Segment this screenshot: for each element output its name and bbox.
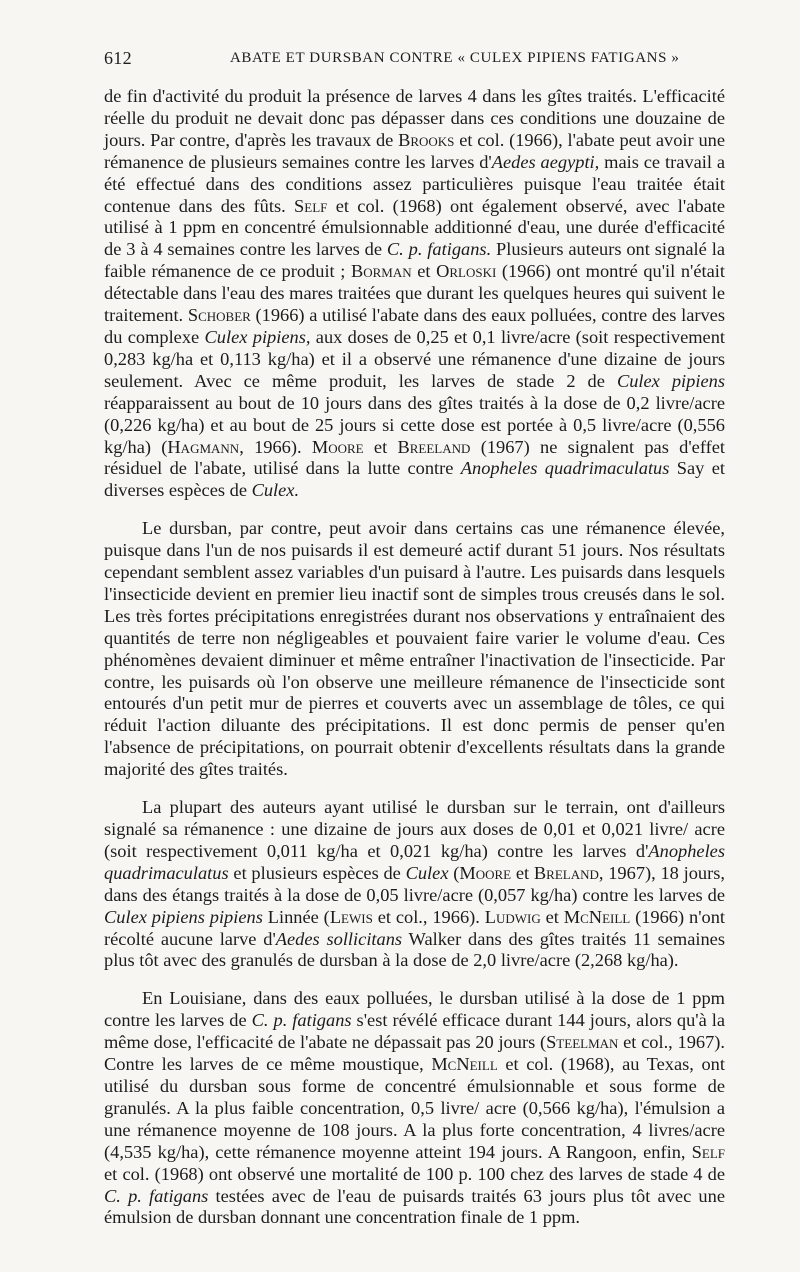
paragraph-3 [104,797,725,972]
author-name: Self [691,1141,725,1162]
italic-text: Aedes sollicitans [275,928,403,949]
text-run: (1967) ne signalent pas d'effet résiduel de l'abate, utilisé dans la lutte contre [104,436,726,479]
text-run: et col. (1968) ont observé une mortalité de 100 p. 100 chez des larves de stade 4 de [104,1163,725,1184]
body-text [104,86,725,1245]
author-name: Brooks [398,129,455,150]
author-name: Ludwig [484,906,541,927]
italic-text: Culex pipiens pipiens [104,906,263,927]
text-run: et [363,436,398,457]
text-run: La plupart des auteurs ayant utilisé le dursban sur le terrain, ont d'ailleurs signalé sa rémanence : une dizaine de jours aux doses de 0,01 et 0,021 livre/ acre (soit respectivement 0,011 kg/ha et 0,021 kg/ha) contre les larves d' [104,797,725,861]
italic-text: C. p. fatigans [251,1010,352,1031]
page-number: 612 [104,48,132,68]
author-name: Schober [187,305,251,326]
author-name: McNeill [563,906,631,927]
text-run: (1966) n'ont récolté aucune larve d' [104,906,726,949]
text-run: ( [448,862,460,883]
paragraph-2 [104,518,725,781]
italic-text: C. p. fatigans [104,1185,209,1206]
text-run: et col., 1966). [372,906,485,927]
text-run: (1966) ont montré qu'il n'était détectable dans l'eau des mares traitées que durant les quelques heures qui suivent le traitement. [104,261,726,326]
text-run: Walker dans des gîtes traités 11 semaines plus tôt avec des granulés de dursban à la dose de 2,0 livre/acre (2,268 kg/ha). [104,928,725,971]
text-run: s'est révélé efficace durant 144 jours, alors qu'à la même dose, l'efficacité de l'abate ne dépassait pas 20 jours ( [104,1010,726,1053]
text-run: et [540,906,564,927]
text-run: réapparaissent au bout de 10 jours dans des gîtes traités à la dose de 0,2 livre/acre (0,226 kg/ha) et au bout de 25 jours si cette dose est portée à 0,5 livre/acre (0,556 kg/ha) ( [104,392,725,457]
author-name: Breeland [397,436,471,457]
text-run: Say et diverses espèces de [104,458,725,501]
text-run: et [411,261,437,282]
text-run: Le dursban, par contre, peut avoir dans certains cas une rémanence élevée, puisque dans l'un de nos puisards il est demeuré actif durant 51 jours. Nos résultats cependant semblent assez variables d'un puisard à l'autre. Les puisards dans lesquels l'insecticide devient en premier lieu inactif sont de simples trous creusés dans le sol. Les très fortes précipitations enregistrées durant nos observations y entraînaient des quantités de terre non négligeables et pouvaient faire varier le volume d'eau. Ces phénomènes devaient diminuer et même entraîner l'inactivation de l'insecticide. Par contre, les puisards où l'on observe une meilleure rémanence de l'insecticide sont entourés d'un petit mur de pierres et couverts avec un assemblage de tôles, ce qui réduit l'action diluante des précipitations. Il est donc permis de penser qu'en l'absence de précipitations, on pourrait obtenir d'excellents résultats dans la grande majorité des gîtes traités. [104,518,725,780]
text-run: Linnée ( [262,906,330,927]
author-name: Moore [311,436,364,457]
author-name: Hagmann [167,436,240,457]
author-name: Self [294,195,328,216]
author-name: Steelman [546,1032,619,1053]
text-run: mais ce travail a été effectué dans des conditions assez particulières puisque l'eau traitée était contenue dans des fûts. [104,151,725,216]
text-run: En Louisiane, dans des eaux polluées, le dursban utilisé à la dose de 1 ppm contre les larves de [104,988,725,1031]
text-run: et [511,862,534,883]
text-run: et col. (1966), l'abate peut avoir une rémanence de plusieurs semaines contre les larves d' [104,129,725,172]
author-name: McNeill [431,1054,498,1075]
text-run: , 1967), 18 jours, dans des étangs traités à la dose de 0,05 livre/acre (0,057 kg/ha) contre les larves de [104,862,726,905]
text-run: aux doses de 0,25 et 0,1 livre/acre (soit respectivement 0,283 kg/ha et 0,113 kg/ha) et il a observé une rémanence d'une dizaine de jours seulement. Avec ce même produit, les larves de stade 2 de [104,326,726,391]
paragraph-4 [104,988,725,1229]
italic-text: Aedes aegypti, [491,151,600,172]
text-run: de fin d'activité du produit la présence de larves 4 dans les gîtes traités. L'efficacité réelle du produit ne devait donc pas dépasser dans ces conditions une douzaine de jours. Par contre, d'après les travaux de [104,86,725,150]
text-run: et col. (1968) ont également observé, avec l'abate utilisé à 1 ppm en concentré émulsionnable additionné d'eau, une durée d'efficacité de 3 à 4 semaines contre les larves de [104,195,726,260]
author-name: Orloski [436,261,497,282]
italic-text: Culex pipiens, [204,326,311,347]
text-run: et col. (1968), au Texas, ont utilisé du dursban sous forme de concentré émulsionnable et sous forme de granulés. A la plus faible concentration, 0,5 livre/ acre (0,566 kg/ha), l'émulsion a une rémanence moyenne de 108 jours. A la plus forte concentration, 4 livres/acre (4,535 kg/ha), cette rémanence moyenne atteint 194 jours. A Rangoon, enfin, [104,1054,725,1162]
running-title: ABATE ET DURSBAN CONTRE « CULEX PIPIENS FATIGANS » [230,50,680,66]
italic-text: Culex [405,862,449,883]
author-name: Breland [533,862,599,883]
text-run: , 1966). [239,436,312,457]
author-name: Borman [350,261,412,282]
text-run: testées avec de l'eau de puisards traités 63 jours plus tôt avec une émulsion de dursban donnant une concentration finale de 1 ppm. [104,1185,725,1228]
text-run: Plusieurs auteurs ont signalé la faible rémanence de ce produit ; [104,239,725,282]
italic-text: Culex pipiens [616,370,725,391]
text-run: et plusieurs espèces de [228,862,406,883]
text-run: (1966) a utilisé l'abate dans des eaux polluées, contre des larves du complexe [104,305,725,347]
italic-text: Anopheles quadrimaculatus [460,458,670,479]
italic-text: C. p. fatigans. [386,239,492,260]
paragraph-1 [104,86,725,502]
text-run: et col., 1967). Contre les larves de ce même moustique, [104,1032,726,1075]
author-name: Moore [459,862,512,883]
italic-text: Culex. [251,480,300,501]
italic-text: Anopheles quadrimaculatus [104,840,725,883]
author-name: Lewis [329,906,373,927]
